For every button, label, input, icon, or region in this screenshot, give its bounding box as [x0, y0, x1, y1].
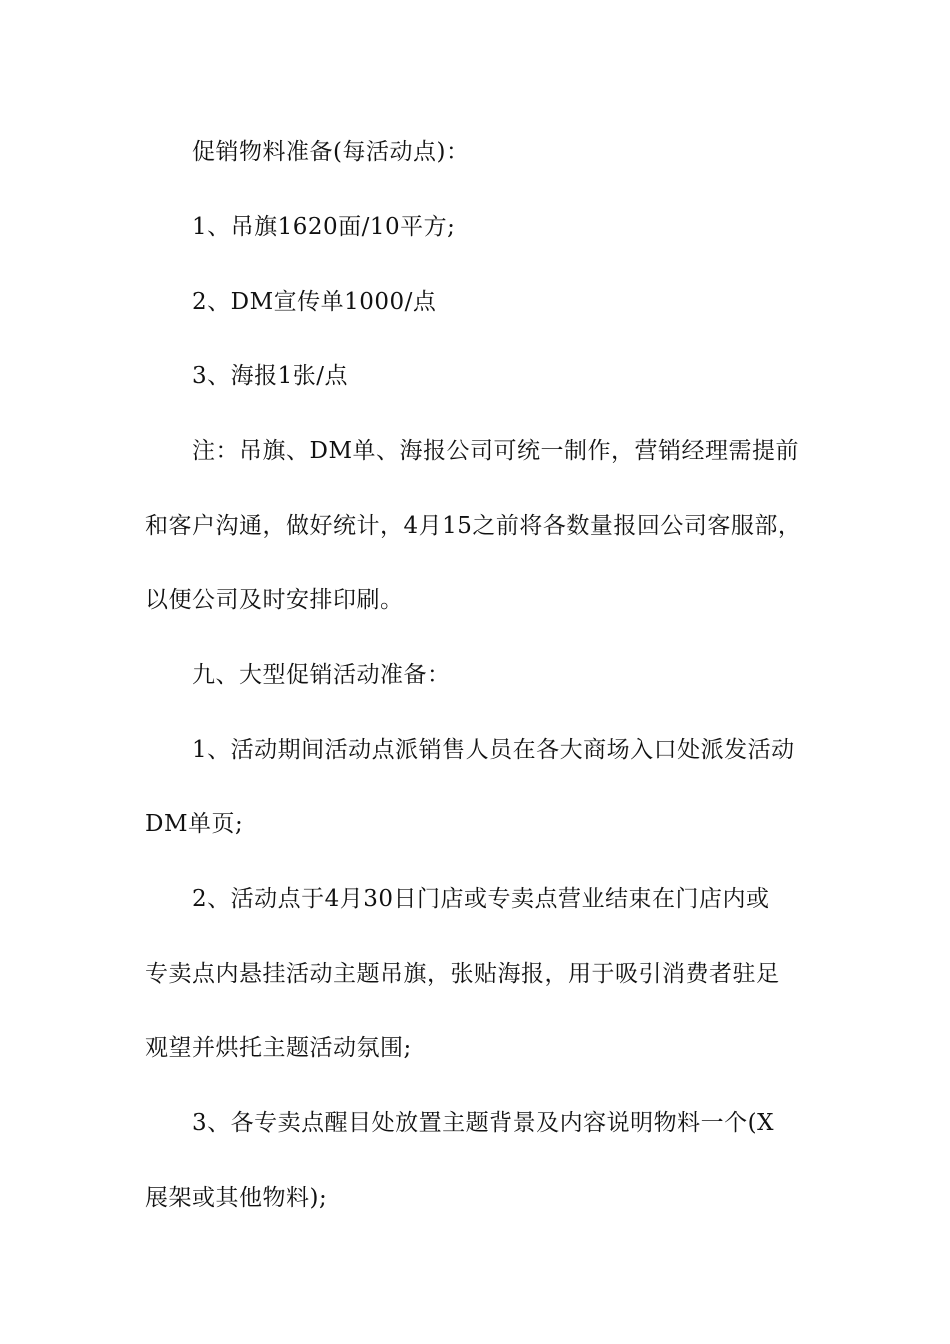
item-3-line-1: 3、各专卖点醒目处放置主题背景及内容说明物料一个(X [192, 1110, 774, 1136]
material-item-2: 2、DM宣传单1000/点 [192, 289, 437, 315]
item-1-line-1: 1、活动期间活动点派销售人员在各大商场入口处派发活动 [192, 737, 795, 763]
item-2-line-1: 2、活动点于4月30日门店或专卖点营业结束在门店内或 [192, 886, 770, 912]
item-2-line-2: 专卖点内悬挂活动主题吊旗，张贴海报，用于吸引消费者驻足 [145, 961, 780, 987]
note-line-1: 注：吊旗、DM单、海报公司可统一制作，营销经理需提前 [192, 438, 799, 464]
section-nine-heading: 九、大型促销活动准备： [192, 662, 451, 688]
note-line-2: 和客户沟通，做好统计，4月15之前将各数量报回公司客服部， [145, 513, 802, 539]
item-2-line-3: 观望并烘托主题活动氛围; [145, 1035, 412, 1061]
note-line-3: 以便公司及时安排印刷。 [145, 587, 404, 613]
item-3-line-2: 展架或其他物料); [145, 1185, 328, 1211]
item-1-line-2: DM单页; [145, 811, 244, 837]
material-item-1: 1、吊旗1620面/10平方; [192, 214, 456, 240]
material-item-3: 3、海报1张/点 [192, 363, 349, 389]
materials-heading: 促销物料准备(每活动点)： [192, 139, 470, 165]
